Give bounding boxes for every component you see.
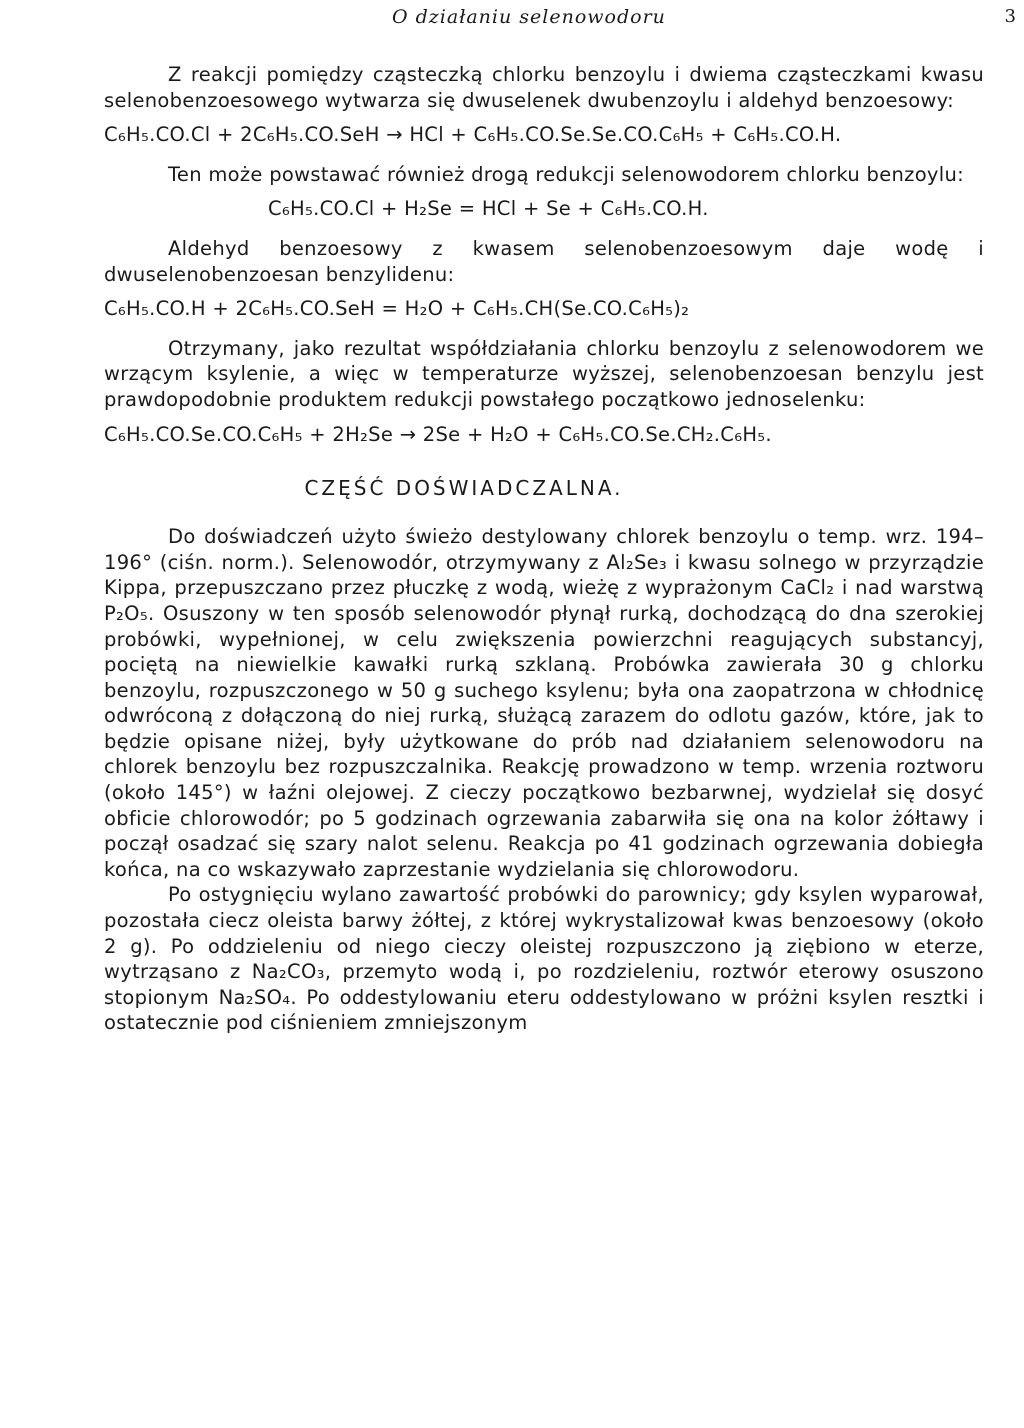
paragraph-experiment: Do doświadczeń użyto świeżo destylowany chlorek benzoylu o temp. wrz. 194–196° (ciśn. norm.). Selenowodór, otrzymywany z Al₂Se₃ i kwasu solnego w przyrządzie Kippa, przepuszczano przez płuczkę z wodą, wieżę z wyprażonym CaCl₂ i nad warstwą P₂O₅. Osuszony w ten sposób selenowodór płynął rurką, dochodzącą do dna szerokiej probówki, wypełnionej, w celu zwiększenia powierzchni reagujących substancyj, pociętą na niewielkie kawałki rurką szklaną. Probówka zawierała 30 g chlorku benzoylu, rozpuszczonego w 50 g suchego ksylenu; była ona zaopatrzona w chłodnicę odwróconą z dołączoną do niej rurką, służącą zarazem do odlotu gazów, które, jak to będzie opisane niżej, były użytkowane do prób nad działaniem selenowodoru na chlorek benzoylu bez rozpuszczalnika. Reakcję prowadzono w temp. wrzenia roztworu (około 145°) w łaźni olejowej. Z cieczy początkowo bezbarwnej, wydzielał się dosyć obficie chlorowodór; po 5 godzinach ogrzewania zabarwiła się ona na kolor żółtawy i począł osadzać się szary nalot selenu. Reakcja po 41 godzinach ogrzewania dobiegła końca, na co wskazywało zaprzestanie wydzielania się chlorowodoru.: [104, 525, 984, 881]
paragraph-reaction-intro: Z reakcji pomiędzy cząsteczką chlorku benzoylu i dwiema cząsteczkami kwasu selenobenzoesowego wytwarza się dwuselenek dwubenzoylu i aldehyd benzoesowy:: [104, 63, 984, 112]
page-number: 3: [1004, 6, 1016, 27]
running-title: O działaniu selenowodoru: [392, 6, 666, 28]
paragraph-workup: Po ostygnięciu wylano zawartość probówki do parownicy; gdy ksylen wyparował, pozostała ciecz oleista barwy żółtej, z której wykrystalizował kwas benzoesowy (około 2 g). Po oddzieleniu od niego cieczy oleistej rozpuszczono ją ziębiono w eterze, wytrząsano z Na₂CO₃, przemyto wodą i, po rozdzieleniu, roztwór eterowy osuszono stopionym Na₂SO₄. Po oddestylowaniu eteru oddestylowano w próżni ksylen resztki i ostatecznie pod ciśnieniem zmniejszonym: [104, 883, 984, 1035]
paragraph-selenobenzoate: Otrzymany, jako rezultat współdziałania chlorku benzoylu z selenowodorem we wrzącym ksylenie, a więc w temperaturze wyższej, selenobenzoesan benzylu jest prawdopodobnie produktem redukcji powstałego początkowo jednoselenku:: [104, 336, 984, 411]
equation-4: C₆H₅.CO.Se.CO.C₆H₅ + 2H₂Se → 2Se + H₂O + C₆H₅.CO.Se.CH₂.C₆H₅.: [104, 422, 772, 446]
equation-3: C₆H₅.CO.H + 2C₆H₅.CO.SeH = H₂O + C₆H₅.CH(Se.CO.C₆H₅)₂: [104, 297, 690, 321]
section-heading: CZĘŚĆ DOŚWIADCZALNA.: [304, 476, 624, 501]
paragraph-reduction: Ten może powstawać również drogą redukcji selenowodorem chlorku benzoylu:: [168, 162, 965, 186]
document-body: [104, 62, 984, 1036]
equation-1: C₆H₅.CO.Cl + 2C₆H₅.CO.SeH → HCl + C₆H₅.CO.Se.Se.CO.C₆H₅ + C₆H₅.CO.H.: [104, 123, 842, 147]
running-head: [0, 6, 1024, 30]
equation-2: C₆H₅.CO.Cl + H₂Se = HCl + Se + C₆H₅.CO.H.: [268, 197, 709, 221]
paragraph-aldehyde: Aldehyd benzoesowy z kwasem selenobenzoesowym daje wodę i dwuselenobenzoesan benzylidenu:: [104, 236, 984, 286]
